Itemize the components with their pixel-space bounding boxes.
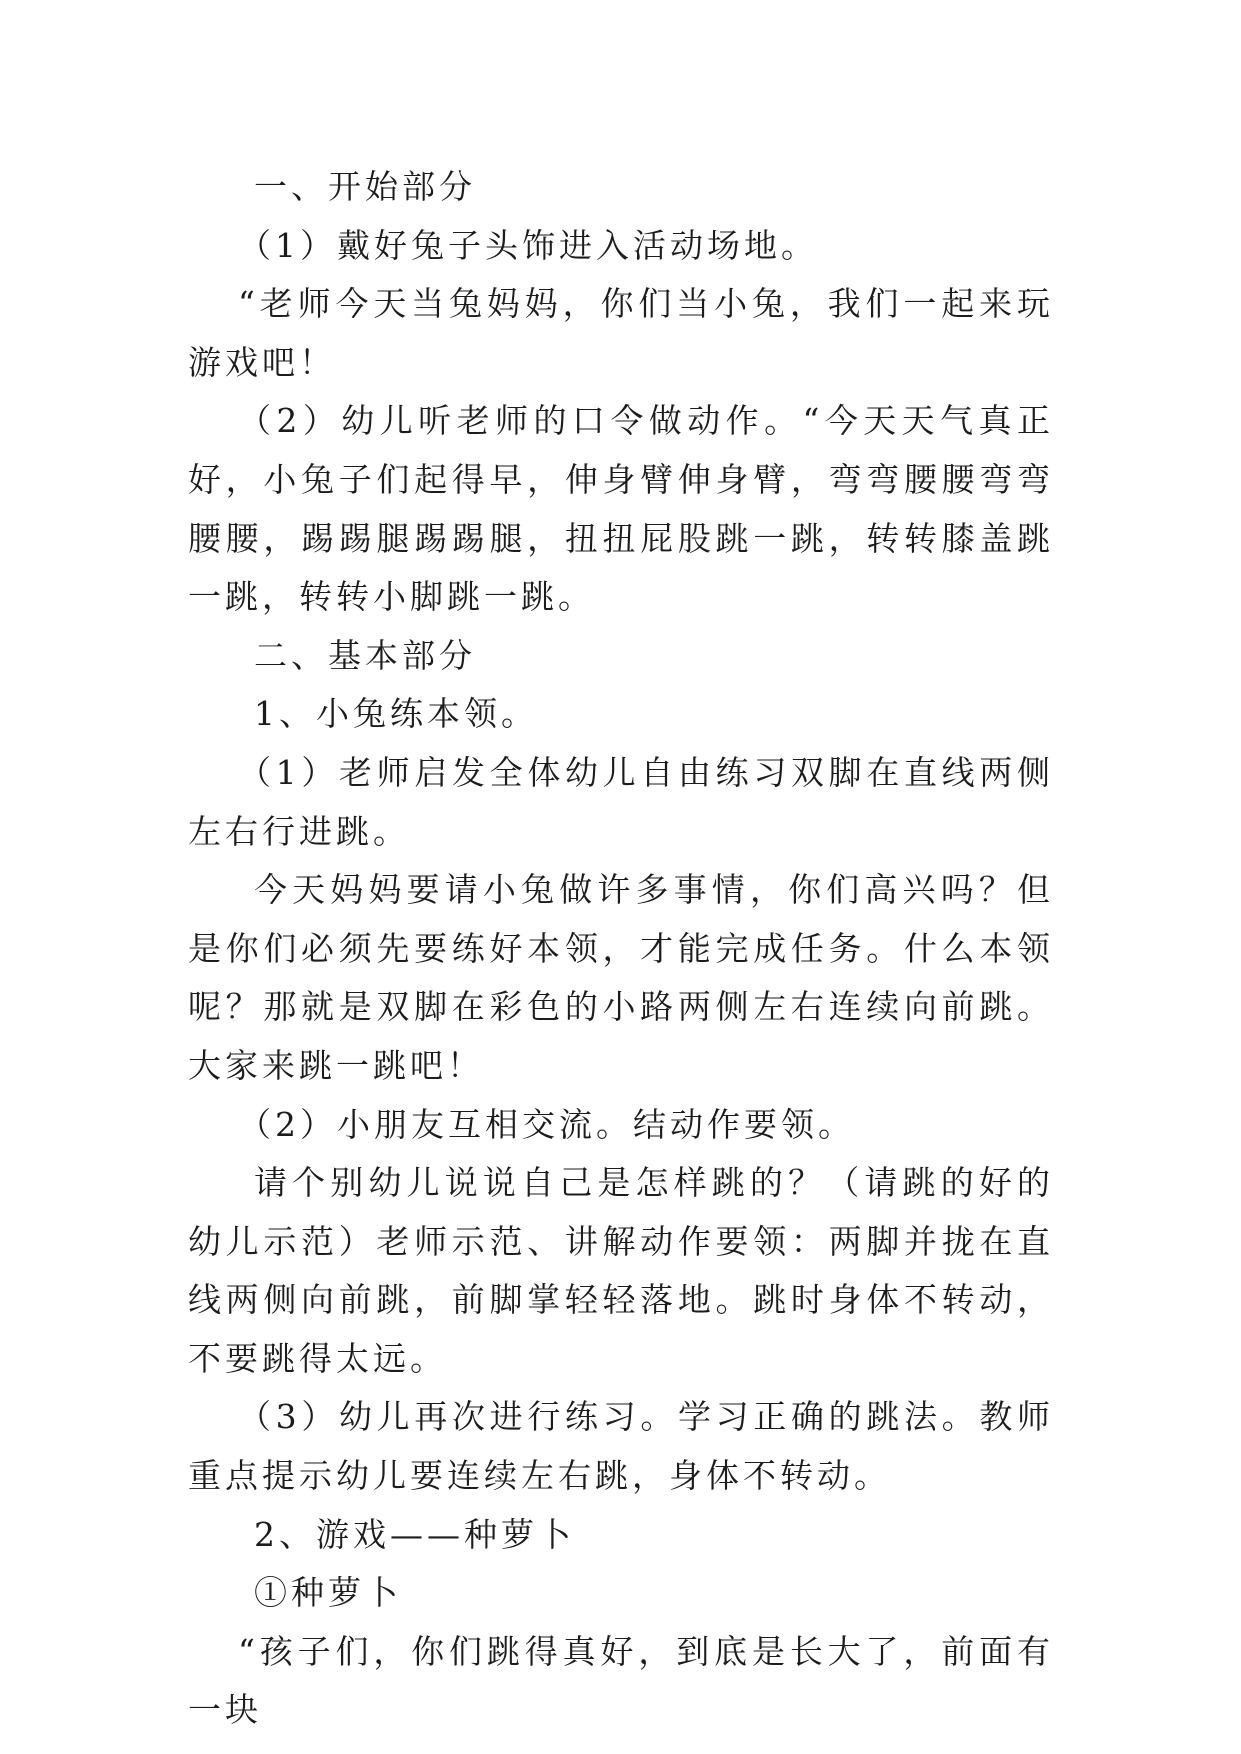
paragraph-practice-3: （3）幼儿再次进行练习。学习正确的跳法。教师重点提示幼儿要连续左右跳，身体不转动。 xyxy=(188,1397,1054,1496)
subheading-practice: 1、小兔练本领。 xyxy=(254,694,538,734)
paragraph-teacher-intro: “老师今天当兔妈妈，你们当小兔，我们一起来玩游戏吧！ xyxy=(188,284,1054,382)
section-heading-basic: 二、基本部分 xyxy=(254,635,476,675)
paragraph-game-intro: “孩子们，你们跳得真好，到底是长大了，前面有一块 xyxy=(188,1631,1054,1730)
paragraph-demonstration: 请个别幼儿说说自己是怎样跳的？（请跳的好的幼儿示范）老师示范、讲解动作要领：两脚并拢在直线两侧向前跳，前脚掌轻轻落地。跳时身体不转动，不要跳得太远。 xyxy=(188,1163,1054,1378)
document-body xyxy=(188,158,1054,1740)
paragraph-mother-request: 今天妈妈要请小兔做许多事情，你们高兴吗？但是你们必须先要练好本领，才能完成任务。什么本领呢？那就是双脚在彩色的小路两侧左右连续向前跳。大家来跳一跳吧！ xyxy=(188,870,1054,1085)
paragraph-practice-2: （2）小朋友互相交流。结动作要领。 xyxy=(238,1104,855,1144)
paragraph-step-2: （2）幼儿听老师的口令做动作。“今天天气真正好，小兔子们起得早，伸身臂伸身臂，弯弯腰腰弯弯腰腰，踢踢腿踢踢腿，扭扭屁股跳一跳，转转膝盖跳一跳，转转小脚跳一跳。 xyxy=(188,401,1054,617)
subheading-game: 2、游戏——种萝卜 xyxy=(254,1514,575,1554)
paragraph-step-1: （1）戴好兔子头饰进入活动场地。 xyxy=(238,225,818,265)
subheading-plant-radish: ①种萝卜 xyxy=(254,1573,402,1613)
section-heading-start: 一、开始部分 xyxy=(254,167,476,206)
paragraph-practice-1: （1）老师启发全体幼儿自由练习双脚在直线两侧左右行进跳。 xyxy=(188,752,1054,851)
